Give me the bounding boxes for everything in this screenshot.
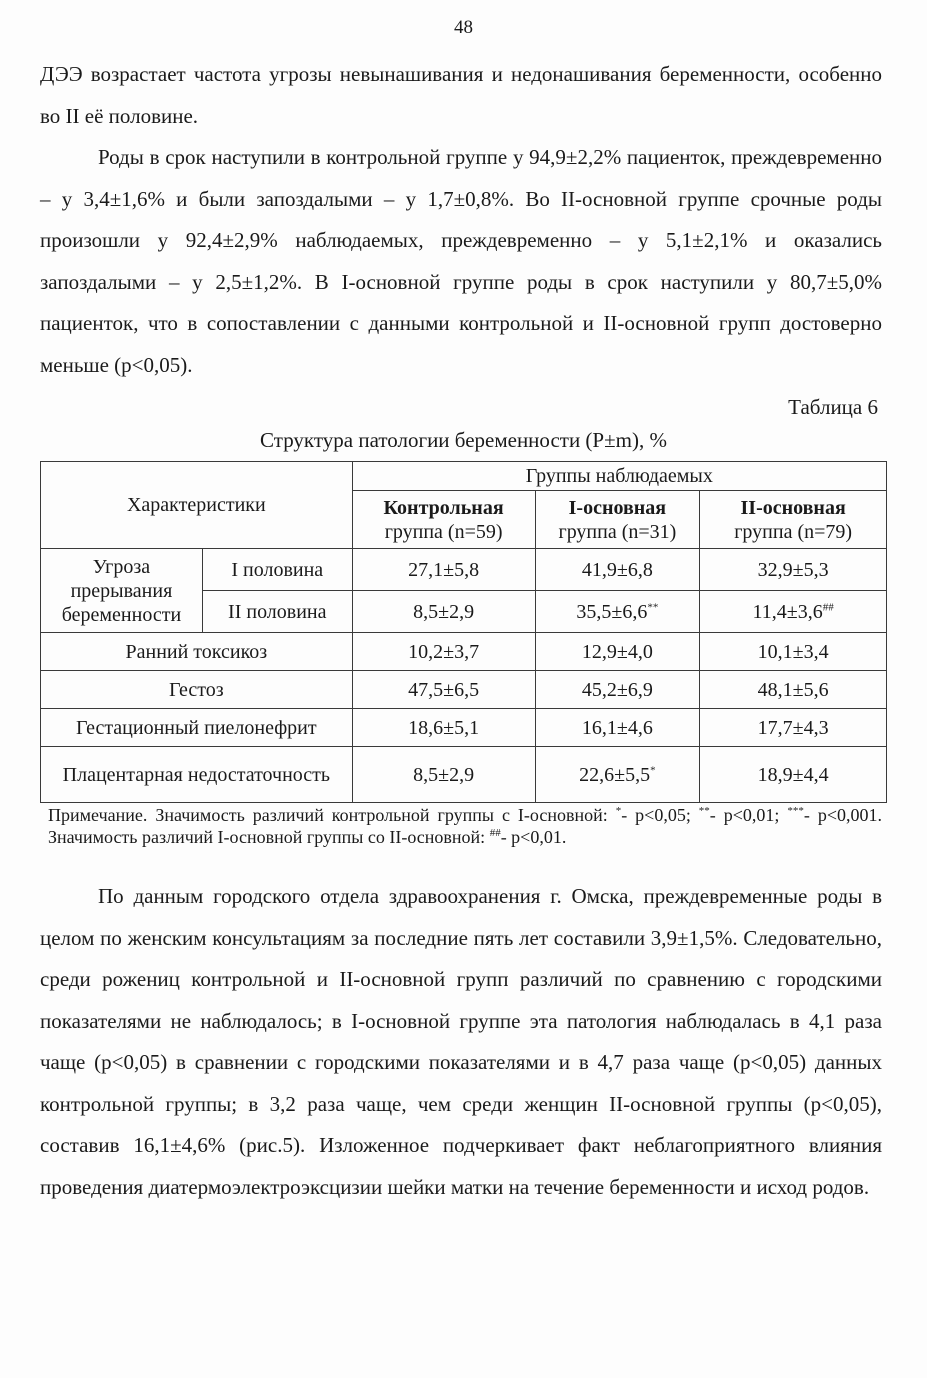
- row-label-threat: Угроза прерывания беременности: [41, 549, 203, 633]
- table-title: Структура патологии беременности (P±m), %: [260, 428, 667, 452]
- table-cell: 8,5±2,9: [352, 747, 535, 803]
- table-cell: 47,5±6,5: [352, 671, 535, 709]
- table-row: [41, 633, 887, 671]
- table-cell: 8,5±2,9: [352, 591, 535, 633]
- table-cell: 45,2±6,9: [535, 671, 700, 709]
- header-groups: Группы наблюдаемых: [352, 462, 886, 491]
- row-sublabel: II половина: [202, 591, 352, 633]
- group-name: II-основная: [740, 496, 846, 519]
- table-row: [41, 671, 887, 709]
- table-cell: 22,6±5,5*: [535, 747, 700, 803]
- text-block-top: [40, 54, 882, 386]
- group-size: группа (n=79): [734, 520, 853, 543]
- table-cell: 18,9±4,4: [700, 747, 887, 803]
- table-row: [41, 709, 887, 747]
- table-row: [41, 747, 887, 803]
- header-group-main-2: [700, 491, 887, 549]
- text-block-bottom: [40, 876, 882, 1208]
- table-cell: 32,9±5,3: [700, 549, 887, 591]
- row-label: Гестационный пиелонефрит: [41, 709, 353, 747]
- table-cell: 17,7±4,3: [700, 709, 887, 747]
- header-characteristics: Характеристики: [41, 462, 353, 549]
- group-size: группа (n=31): [558, 520, 677, 543]
- paragraph: ДЭЭ возрастает частота угрозы невынашивания и недонашивания беременности, особенно во II её половине.: [40, 62, 882, 128]
- row-sublabel: I половина: [202, 549, 352, 591]
- group-name: I-основная: [568, 496, 667, 519]
- table-cell: 48,1±5,6: [700, 671, 887, 709]
- table-cell: 18,6±5,1: [352, 709, 535, 747]
- table-cell: 16,1±4,6: [535, 709, 700, 747]
- row-label: Ранний токсикоз: [41, 633, 353, 671]
- header-group-main-1: [535, 491, 700, 549]
- table-cell: 10,1±3,4: [700, 633, 887, 671]
- table-row: [41, 549, 887, 591]
- table-cell: 27,1±5,8: [352, 549, 535, 591]
- table-cell: 10,2±3,7: [352, 633, 535, 671]
- paragraph: Роды в срок наступили в контрольной группе у 94,9±2,2% пациенток, преждевременно – у 3,4±1,6% и были запоздалыми – у 1,7±0,8%. Во II-основной группе срочные роды произошли у 92,4±2,9% наблюдаемых, преждевременно – у 5,1±2,1% и оказались запоздалыми – у 2,5±1,2%. В I-основной группе роды в срок наступили у 80,7±5,0% пациенток, что в сопоставлении с данными контрольной и II-основной групп достоверно меньше (p<0,05).: [40, 145, 882, 377]
- table-number: Таблица 6: [788, 395, 878, 419]
- page-number: 48: [454, 17, 473, 38]
- table-cell: 12,9±4,0: [535, 633, 700, 671]
- table-cell: 41,9±6,8: [535, 549, 700, 591]
- paragraph: По данным городского отдела здравоохранения г. Омска, преждевременные роды в целом по женским консультациям за последние пять лет составили 3,9±1,5%. Следовательно, среди рожениц контрольной и II-основной групп различий по сравнению с городскими показателями не наблюдалось; в I-основной группе эта патология наблюдалась в 4,1 раза чаще (p<0,05) в сравнении с городскими показателями и в 4,7 раза чаще (p<0,05) данных контрольной группы; в 3,2 раза чаще, чем среди женщин II-основной группы (p<0,05), составив 16,1±4,6% (рис.5). Изложенное подчеркивает факт неблагоприятного влияния проведения диатермоэлектроэксцизии шейки матки на течение беременности и исход родов.: [40, 884, 882, 1199]
- table-note: Примечание. Значимость различий контрольной группы с I-основной: *- p<0,05; **- p<0,01; ***- p<0,001. Значимость различий I-основной группы со II-основной: ##- p<0,01.: [48, 805, 882, 847]
- group-size: группа (n=59): [384, 520, 503, 543]
- header-group-control: [352, 491, 535, 549]
- row-label: Гестоз: [41, 671, 353, 709]
- row-label: Плацентарная недостаточность: [41, 747, 353, 803]
- table-cell: 35,5±6,6**: [535, 591, 700, 633]
- table-cell: 11,4±3,6##: [700, 591, 887, 633]
- group-name: Контрольная: [383, 496, 504, 519]
- pathology-table: [40, 461, 887, 803]
